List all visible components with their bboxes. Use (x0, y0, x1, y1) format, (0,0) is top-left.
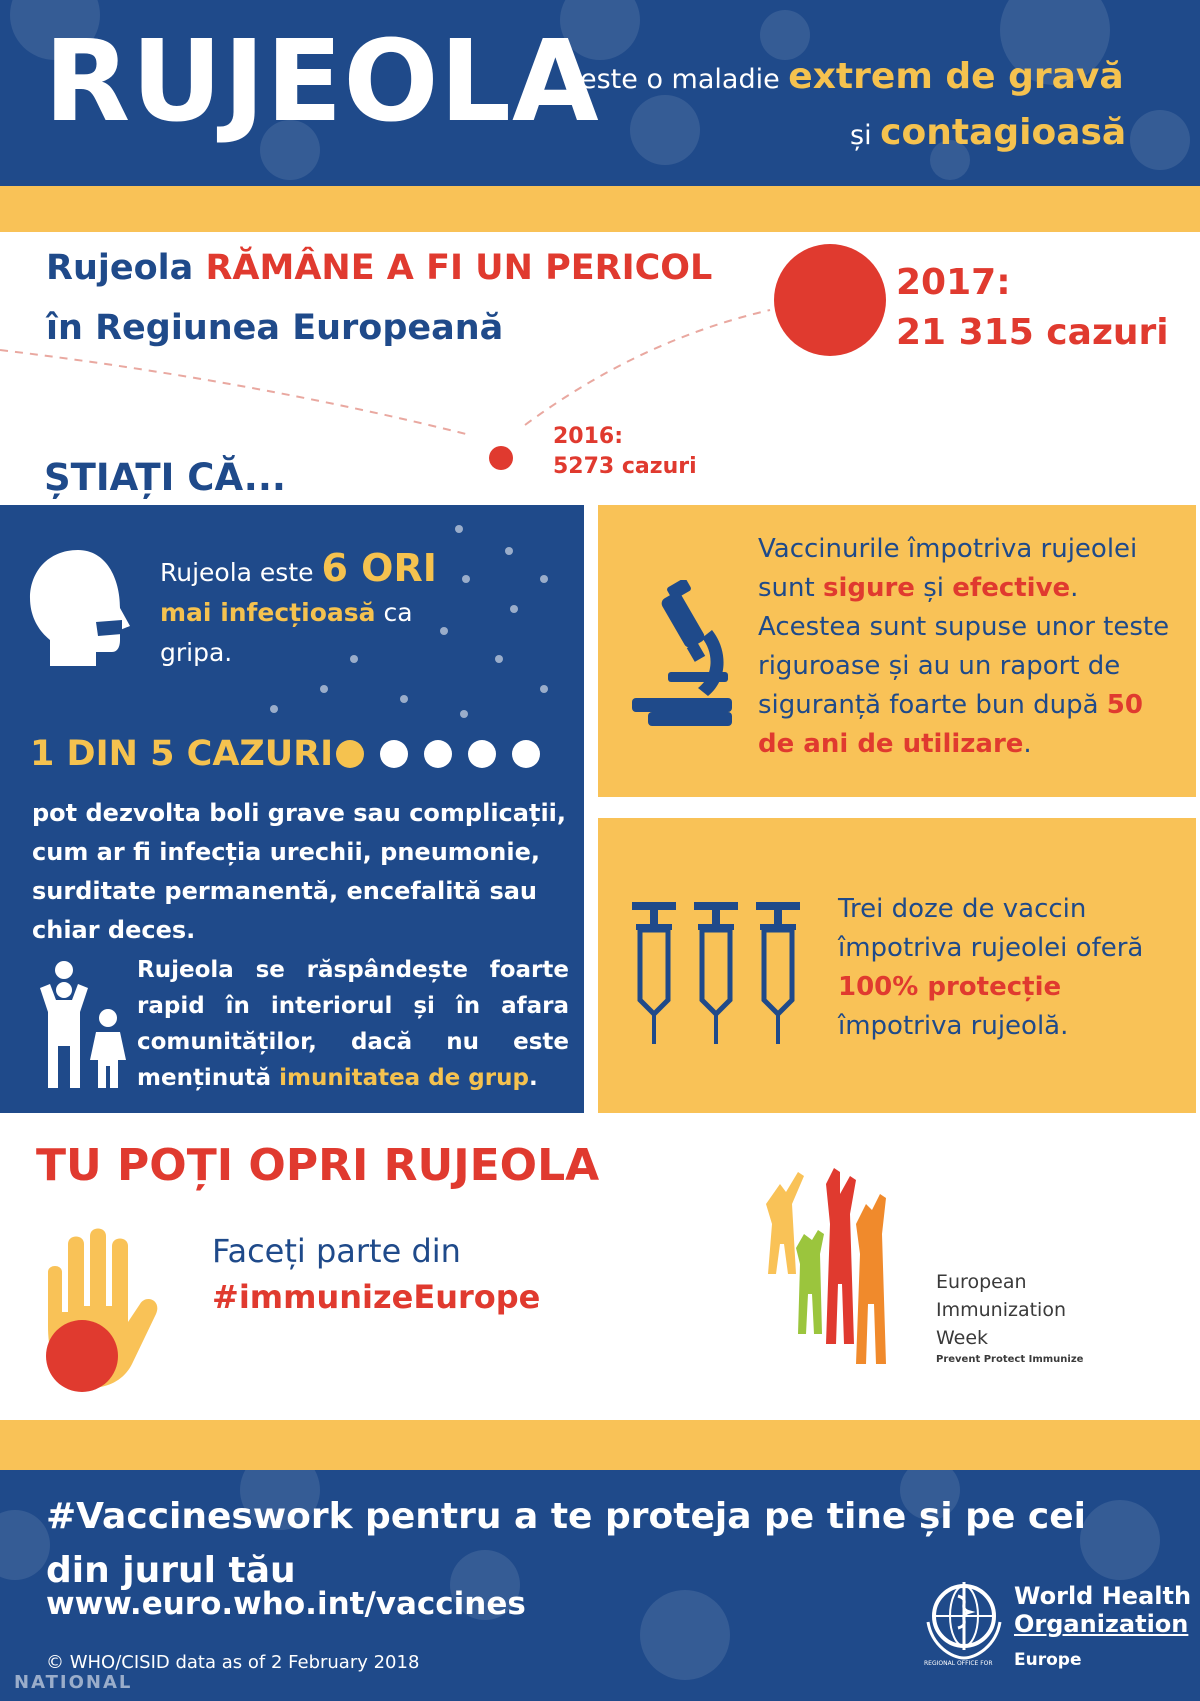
spread-pre: Rujeola se răspândește foarte rapid în interiorul și în afara comunităților, dacă nu este menținută (137, 957, 569, 1091)
page-title: RUJEOLA (44, 17, 600, 147)
year-2016-label: 2016: (553, 424, 624, 449)
cases-2017-label: 21 315 cazuri (896, 312, 1169, 353)
case-dot (380, 740, 408, 768)
who-line-2: Organization (1014, 1610, 1189, 1638)
watermark: NATIONAL (14, 1672, 133, 1693)
subtitle-emphasis-contagious: contagioasă (880, 112, 1127, 153)
year-2017-label: 2017: (896, 262, 1011, 303)
infectiousness-fact (160, 548, 490, 673)
doses-protection: 100% protecție (838, 972, 1062, 1002)
who-region: Europe (1014, 1650, 1082, 1670)
did-you-know-heading: ȘTIAȚI CĂ... (44, 456, 286, 499)
family-icon (34, 960, 130, 1090)
case-dot-highlight (336, 740, 364, 768)
join-text: Faceți parte din (212, 1232, 461, 1270)
vacc-and: și (914, 573, 953, 603)
subtitle-emphasis-grave: extrem de gravă (788, 56, 1124, 97)
who-regional-office: REGIONAL OFFICE FOR (924, 1660, 993, 1667)
infect-more-infectious: mai infecțioasă (160, 598, 376, 627)
vacc-effective: efective (952, 573, 1071, 603)
subtitle-line-1 (580, 56, 1124, 97)
top-stripe (0, 186, 1200, 232)
stop-measles-heading: TU POȚI OPRI RUJEOLA (36, 1140, 600, 1191)
who-emblem-icon (922, 1576, 1006, 1660)
syringes-icon (630, 900, 804, 1046)
vacc-mid: . Acestea sunt supuse unor teste riguroase și au un raport de siguranță foarte bun după (758, 573, 1170, 720)
microscope-icon (628, 580, 734, 730)
raised-hand-icon (34, 1226, 170, 1392)
vaccine-safety-text (758, 530, 1178, 764)
danger-emphasis: RĂMÂNE A FI UN PERICOL (205, 248, 713, 288)
complications-text: pot dezvolta boli grave sau complicații, cum ar fi infecția urechii, pneumonie, surditate permanentă, encefalită sau chiar deces. (32, 799, 567, 944)
herd-immunity: imunitatea de grup (279, 1065, 529, 1091)
subtitle-pre: este o maladie (580, 64, 789, 95)
eiw-logo-text (936, 1268, 1066, 1352)
infect-post: ca gripa. (160, 598, 413, 667)
vacc-post: . (1023, 729, 1032, 759)
case-dot (468, 740, 496, 768)
syringe-icon (632, 902, 676, 1044)
head-profile-icon (26, 548, 138, 668)
vacc-pre: Vaccinurile împotriva rujeolei sunt (758, 534, 1138, 603)
spread-post: . (528, 1065, 538, 1091)
infect-pre: Rujeola este (160, 558, 322, 587)
eiw-line-1: European (936, 1271, 1027, 1293)
cases-2016-circle (489, 446, 513, 470)
syringe-icon (694, 902, 738, 1044)
subtitle-line-2 (850, 112, 1126, 153)
data-source-copyright: © WHO/CISID data as of 2 February 2018 (46, 1652, 420, 1673)
case-dot (512, 740, 540, 768)
danger-region: în Regiunea Europeană (46, 308, 504, 348)
subtitle-conjunction: și (850, 120, 881, 151)
who-vaccines-link[interactable]: www.euro.who.int/vaccines (46, 1586, 526, 1622)
eiw-line-2: Immunization (936, 1299, 1066, 1321)
vacc-safe: sigure (822, 573, 915, 603)
spread-text (137, 952, 569, 1096)
cases-2016-label: 5273 cazuri (553, 454, 697, 479)
eiw-tagline: Prevent Protect Immunize (936, 1354, 1084, 1365)
doses-pre: Trei doze de vaccin împotriva rujeolei oferă (838, 894, 1144, 963)
who-line-1: World Health (1014, 1582, 1192, 1610)
danger-lead: Rujeola (46, 248, 206, 288)
eiw-line-3: Week (936, 1327, 989, 1349)
immunize-europe-hashtag[interactable]: #immunizeEurope (212, 1278, 541, 1316)
cases-2017-circle (774, 244, 886, 356)
vaccineswork-message: #Vaccineswork pentru a te proteja pe tine și pe cei din jurul tău (46, 1496, 1086, 1591)
vacc-years: 50 de ani de utilizare (758, 690, 1143, 759)
bottom-stripe (0, 1420, 1200, 1470)
infect-six-times: 6 ORI (321, 546, 437, 590)
doses-text (838, 890, 1178, 1046)
doses-post: împotriva rujeolă. (838, 1011, 1069, 1041)
who-logo-text (1014, 1582, 1191, 1638)
one-in-five-heading: 1 DIN 5 CAZURI (30, 734, 334, 774)
case-dot (424, 740, 452, 768)
syringe-icon (756, 902, 800, 1044)
jumping-children-logo (746, 1164, 936, 1374)
danger-heading (46, 248, 712, 288)
